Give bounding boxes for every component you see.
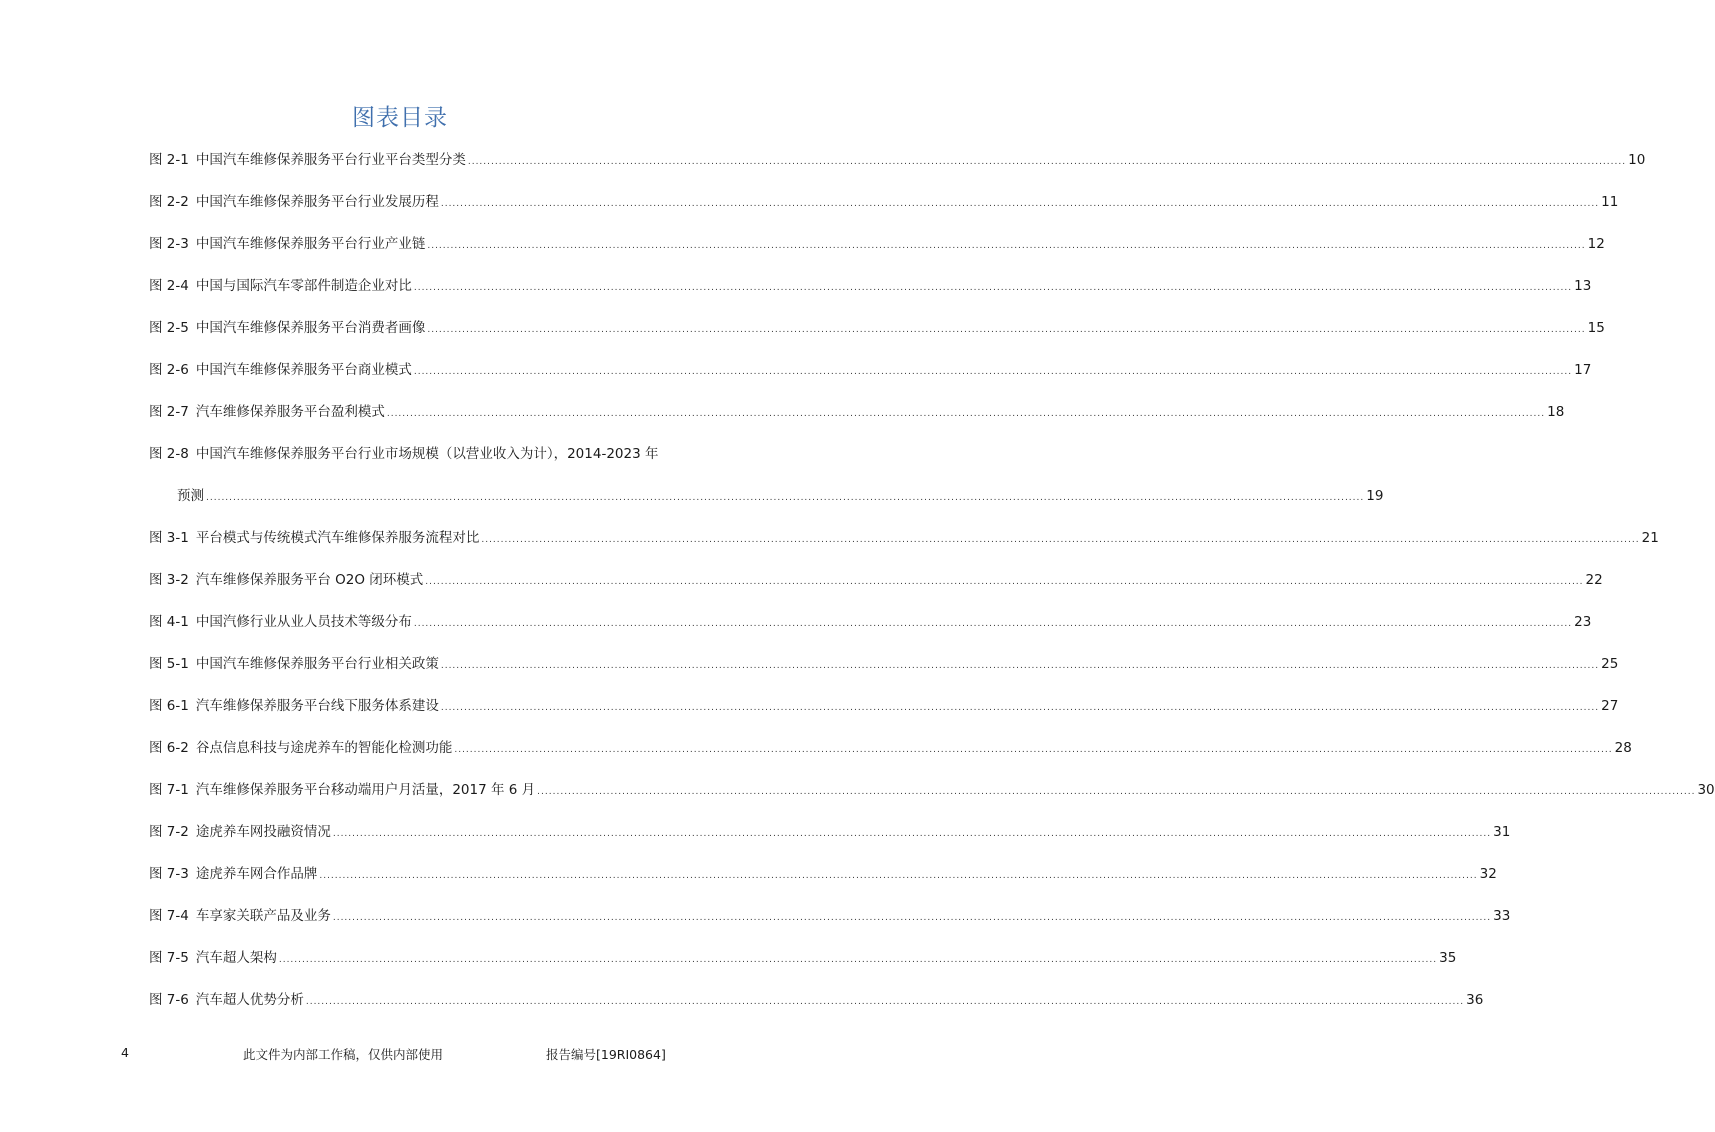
footer-report-id: 报告编号[19RI0864]: [546, 1047, 666, 1062]
toc-dot-leader: ............................................................................................................................................................................................................................................................................................................: [413, 619, 1573, 629]
toc-dot-leader: ............................................................................................................................................................................................................................................................................................................: [454, 745, 1613, 755]
toc-dot-leader: ............................................................................................................................................................................................................................................................................................................: [386, 409, 1546, 419]
toc-entry-label: 汽车超人架构: [195, 950, 277, 966]
toc-dot-leader: ............................................................................................................................................................................................................................................................................................................: [481, 535, 1640, 545]
toc-entry-label: 中国汽修行业从业人员技术等级分布: [195, 614, 412, 630]
toc-entry-number: 图 7-3: [149, 866, 189, 882]
page-title: 图表目录: [352, 105, 448, 131]
toc-entry-number: 图 3-2: [149, 572, 189, 588]
toc-entry-number: 图 2-7: [149, 404, 189, 420]
footer-confidential-note: 此文件为内部工作稿，仅供内部使用: [243, 1047, 444, 1062]
toc-entry[interactable]: [149, 443, 1384, 527]
toc-entry[interactable]: [149, 317, 1605, 359]
toc-entry-label: 中国汽车维修保养服务平台行业产业链: [195, 236, 426, 252]
toc-entry-number: 图 4-1: [149, 614, 189, 630]
toc-dot-leader: ............................................................................................................................................................................................................................................................................................................: [440, 199, 1600, 209]
toc-dot-leader: ............................................................................................................................................................................................................................................................................................................: [305, 997, 1465, 1007]
toc-entry-label: 汽车维修保养服务平台 O2O 闭环模式: [195, 572, 424, 588]
toc-dot-leader: ............................................................................................................................................................................................................................................................................................................: [278, 955, 1438, 965]
toc-entry[interactable]: [149, 905, 1511, 947]
toc-entry[interactable]: [149, 653, 1619, 695]
toc-entry-page: 10: [1628, 152, 1646, 168]
toc-entry-page: 17: [1574, 362, 1592, 378]
toc-entry-page: 30: [1697, 782, 1715, 798]
toc-entry-label: 途虎养车网合作品牌: [195, 866, 318, 882]
toc-entry[interactable]: [149, 821, 1511, 863]
toc-dot-leader: ............................................................................................................................................................................................................................................................................................................: [332, 913, 1492, 923]
toc-entry-label: 谷点信息科技与途虎养车的智能化检测功能: [195, 740, 453, 756]
toc-entry-label: 中国汽车维修保养服务平台行业市场规模（以营业收入为计），2014-2023 年: [195, 446, 659, 462]
toc-entry-page: 19: [1366, 488, 1384, 504]
toc-entry-label: 中国汽车维修保养服务平台行业平台类型分类: [195, 152, 466, 168]
toc-entry-number: 图 3-1: [149, 530, 189, 546]
toc-entry-page: 15: [1587, 320, 1605, 336]
toc-entry-page: 32: [1479, 866, 1497, 882]
toc-dot-leader: ............................................................................................................................................................................................................................................................................................................: [537, 787, 1696, 797]
toc-dot-leader: ............................................................................................................................................................................................................................................................................................................: [427, 325, 1586, 335]
toc-entry-page: 27: [1601, 698, 1619, 714]
toc-entry-page: 28: [1614, 740, 1632, 756]
toc-entry[interactable]: [149, 737, 1632, 779]
toc-entry-label: 汽车超人优势分析: [195, 992, 304, 1008]
toc-entry-page: 18: [1547, 404, 1565, 420]
toc-entry[interactable]: [149, 191, 1619, 233]
toc-entry-number: 图 2-3: [149, 236, 189, 252]
toc-entry-number: 图 2-8: [149, 446, 189, 462]
toc-dot-leader: ............................................................................................................................................................................................................................................................................................................: [319, 871, 1478, 881]
toc-entry-page: 36: [1466, 992, 1484, 1008]
toc-entry-label: 中国汽车维修保养服务平台商业模式: [195, 362, 412, 378]
toc-dot-leader: ............................................................................................................................................................................................................................................................................................................: [332, 829, 1492, 839]
footer-page-number: 4: [121, 1045, 129, 1060]
toc-entry-number: 图 2-5: [149, 320, 189, 336]
toc-entry[interactable]: [149, 947, 1457, 989]
toc-dot-leader: ............................................................................................................................................................................................................................................................................................................: [467, 157, 1627, 167]
toc-entry-label: 中国汽车维修保养服务平台消费者画像: [195, 320, 426, 336]
toc-entry-number: 图 2-6: [149, 362, 189, 378]
toc-entry-label: 平台模式与传统模式汽车维修保养服务流程对比: [195, 530, 480, 546]
toc-entry-label: 汽车维修保养服务平台盈利模式: [195, 404, 385, 420]
toc-entry-number: 图 2-2: [149, 194, 189, 210]
toc-entry[interactable]: [149, 149, 1646, 191]
toc-entry-label: 中国汽车维修保养服务平台行业发展历程: [195, 194, 439, 210]
toc-dot-leader: ............................................................................................................................................................................................................................................................................................................: [413, 283, 1573, 293]
toc-dot-leader: ............................................................................................................................................................................................................................................................................................................: [206, 493, 1365, 503]
toc-entry-label-continued: 预测: [177, 488, 204, 504]
toc-entry-page: 11: [1601, 194, 1619, 210]
toc-dot-leader: ............................................................................................................................................................................................................................................................................................................: [427, 241, 1586, 251]
toc-entry[interactable]: [149, 233, 1605, 275]
toc-dot-leader: ............................................................................................................................................................................................................................................................................................................: [425, 577, 1584, 587]
toc-entry-number: 图 7-2: [149, 824, 189, 840]
toc-entry-page: 35: [1439, 950, 1457, 966]
toc-entry-page: 23: [1574, 614, 1592, 630]
toc-entry-label: 汽车维修保养服务平台线下服务体系建设: [195, 698, 439, 714]
toc-entry-page: 31: [1493, 824, 1511, 840]
toc-entry-number: 图 7-4: [149, 908, 189, 924]
toc-entry[interactable]: [149, 863, 1497, 905]
toc-entry-page: 13: [1574, 278, 1592, 294]
toc-entry-number: 图 7-5: [149, 950, 189, 966]
toc-entry-page: 21: [1641, 530, 1659, 546]
toc-entry-page: 33: [1493, 908, 1511, 924]
toc-entry[interactable]: [149, 779, 1715, 821]
toc-entry-label: 车享家关联产品及业务: [195, 908, 331, 924]
toc-entry[interactable]: [149, 695, 1619, 737]
toc-entry[interactable]: [149, 527, 1659, 569]
toc-entry-number: 图 6-1: [149, 698, 189, 714]
toc-dot-leader: ............................................................................................................................................................................................................................................................................................................: [440, 661, 1600, 671]
toc-entry-page: 22: [1585, 572, 1603, 588]
toc-entry-label: 汽车维修保养服务平台移动端用户月活量，2017 年 6 月: [195, 782, 536, 798]
toc-dot-leader: ............................................................................................................................................................................................................................................................................................................: [440, 703, 1600, 713]
toc-entry[interactable]: [149, 569, 1603, 611]
toc-entry-number: 图 5-1: [149, 656, 189, 672]
toc-entry[interactable]: [149, 611, 1592, 653]
toc-entry-page: 25: [1601, 656, 1619, 672]
toc-entry[interactable]: [149, 989, 1484, 1031]
toc-entry-number: 图 2-1: [149, 152, 189, 168]
toc-entry[interactable]: [149, 359, 1592, 401]
toc-entry-number: 图 7-6: [149, 992, 189, 1008]
toc-entry-number: 图 6-2: [149, 740, 189, 756]
toc-entry[interactable]: [149, 275, 1592, 317]
toc-dot-leader: ............................................................................................................................................................................................................................................................................................................: [413, 367, 1573, 377]
toc-entry-label: 途虎养车网投融资情况: [195, 824, 331, 840]
toc-entry-label: 中国汽车维修保养服务平台行业相关政策: [195, 656, 439, 672]
toc-entry[interactable]: [149, 401, 1565, 443]
toc-entry-label: 中国与国际汽车零部件制造企业对比: [195, 278, 412, 294]
toc-entry-number: 图 2-4: [149, 278, 189, 294]
figure-toc-list: [149, 149, 1715, 1031]
toc-entry-page: 12: [1587, 236, 1605, 252]
toc-entry-number: 图 7-1: [149, 782, 189, 798]
